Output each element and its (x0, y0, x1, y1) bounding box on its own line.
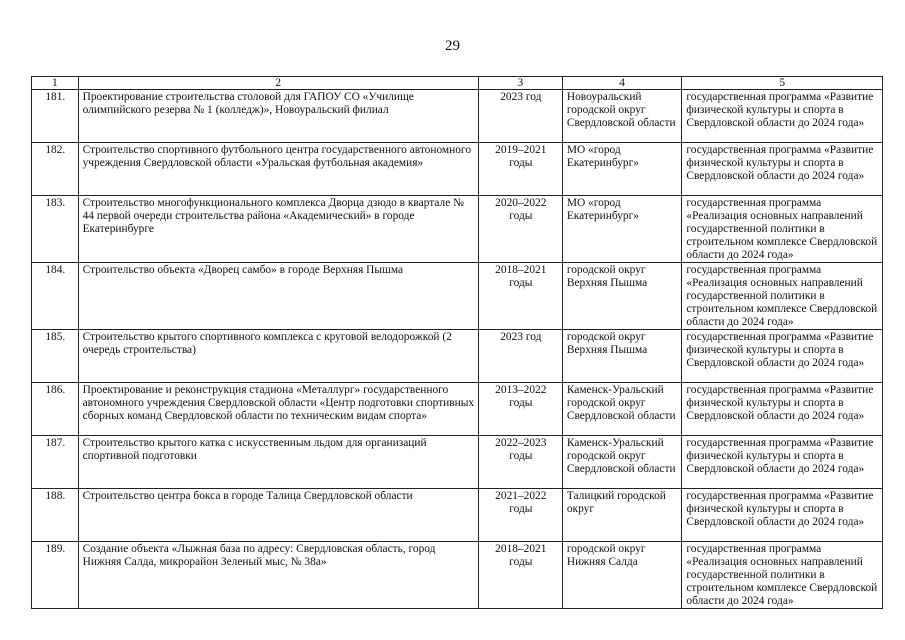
row-number: 189. (32, 542, 79, 609)
row-years: 2019–2021 годы (478, 143, 562, 196)
row-program: государственная программа «Развитие физической культуры и спорта в Свердловской области до 2024 года» (682, 489, 883, 542)
table-row (32, 263, 883, 330)
header-col-territory: 4 (562, 77, 682, 90)
row-program: государственная программа «Развитие физической культуры и спорта в Свердловской области до 2024 года» (682, 90, 883, 143)
table-row (32, 90, 883, 143)
row-number: 188. (32, 489, 79, 542)
row-territory: МО «город Екатеринбург» (562, 143, 682, 196)
row-object-name: Строительство объекта «Дворец самбо» в городе Верхняя Пышма (78, 263, 478, 330)
table-row (32, 143, 883, 196)
row-years: 2020–2022 годы (478, 196, 562, 263)
row-years: 2013–2022 годы (478, 383, 562, 436)
table-row (32, 330, 883, 383)
row-object-name: Проектирование строительства столовой для ГАПОУ СО «Училище олимпийского резерва № 1 (колледж)», Новоуральский филиал (78, 90, 478, 143)
row-program: государственная программа «Развитие физической культуры и спорта в Свердловской области до 2024 года» (682, 383, 883, 436)
table-row (32, 489, 883, 542)
header-col-program: 5 (682, 77, 883, 90)
header-row (32, 77, 883, 90)
table-header (32, 77, 883, 90)
row-program: государственная программа «Развитие физической культуры и спорта в Свердловской области до 2024 года» (682, 143, 883, 196)
row-program: государственная программа «Реализация основных направлений государственной политики в строительном комплексе Свердловской области до 2024 года» (682, 542, 883, 609)
row-number: 187. (32, 436, 79, 489)
objects-table (31, 76, 883, 609)
table-row (32, 383, 883, 436)
row-territory: Талицкий городской округ (562, 489, 682, 542)
row-years: 2021–2022 годы (478, 489, 562, 542)
row-number: 184. (32, 263, 79, 330)
row-years: 2018–2021 годы (478, 263, 562, 330)
row-object-name: Строительство спортивного футбольного центра государственного автономного учреждения Свердловской области «Уральская футбольная академия» (78, 143, 478, 196)
row-program: государственная программа «Развитие физической культуры и спорта в Свердловской области до 2024 года» (682, 436, 883, 489)
row-years: 2018–2021 годы (478, 542, 562, 609)
row-program: государственная программа «Реализация основных направлений государственной политики в строительном комплексе Свердловской области до 2024 года» (682, 263, 883, 330)
header-col-number: 1 (32, 77, 79, 90)
table-row (32, 436, 883, 489)
row-number: 181. (32, 90, 79, 143)
header-col-years: 3 (478, 77, 562, 90)
page-number: 29 (445, 38, 460, 54)
row-object-name: Строительство центра бокса в городе Талица Свердловской области (78, 489, 478, 542)
row-number: 182. (32, 143, 79, 196)
row-territory: Каменск-Уральский городской округ Свердловской области (562, 383, 682, 436)
row-object-name: Строительство многофункционального комплекса Дворца дзюдо в квартале № 44 первой очереди строительства района «Академический» в городе Екатеринбурге (78, 196, 478, 263)
row-number: 185. (32, 330, 79, 383)
row-years: 2022–2023 годы (478, 436, 562, 489)
row-object-name: Проектирование и реконструкция стадиона «Металлург» государственного автономного учреждения Свердловской области «Центр подготовки спортивных сборных команд Свердловской области по техническим видам спорта» (78, 383, 478, 436)
row-object-name: Строительство крытого катка с искусственным льдом для организаций спортивной подготовки (78, 436, 478, 489)
table-row (32, 542, 883, 609)
row-number: 186. (32, 383, 79, 436)
row-territory: МО «город Екатеринбург» (562, 196, 682, 263)
row-program: государственная программа «Реализация основных направлений государственной политики в строительном комплексе Свердловской области до 2024 года» (682, 196, 883, 263)
row-object-name: Создание объекта «Лыжная база по адресу: Свердловская область, город Нижняя Салда, микрорайон Зеленый мыс, № 38а» (78, 542, 478, 609)
row-territory: городской округ Нижняя Салда (562, 542, 682, 609)
row-years: 2023 год (478, 330, 562, 383)
row-program: государственная программа «Развитие физической культуры и спорта в Свердловской области до 2024 года» (682, 330, 883, 383)
row-territory: городской округ Верхняя Пышма (562, 330, 682, 383)
table-row (32, 196, 883, 263)
header-col-name: 2 (78, 77, 478, 90)
table-body (32, 90, 883, 609)
row-years: 2023 год (478, 90, 562, 143)
row-number: 183. (32, 196, 79, 263)
row-object-name: Строительство крытого спортивного комплекса с круговой велодорожкой (2 очередь строительства) (78, 330, 478, 383)
row-territory: городской округ Верхняя Пышма (562, 263, 682, 330)
row-territory: Каменск-Уральский городской округ Свердловской области (562, 436, 682, 489)
row-territory: Новоуральский городской округ Свердловской области (562, 90, 682, 143)
